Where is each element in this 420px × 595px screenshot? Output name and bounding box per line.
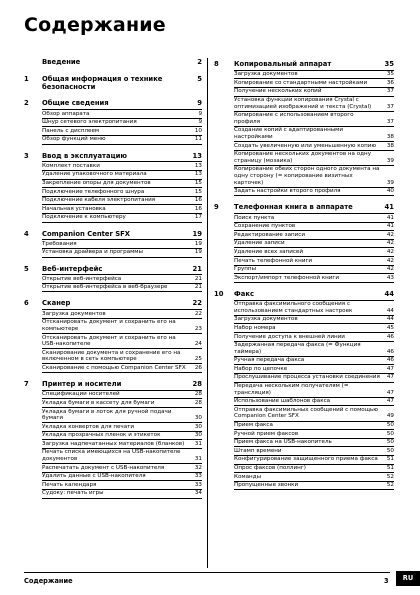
- entry-page: 42: [386, 240, 394, 247]
- entry-page: 52: [386, 473, 394, 480]
- entry-page: 19: [194, 240, 202, 247]
- entry-text: Поиск пункта: [234, 214, 275, 221]
- entry-page: 9: [198, 110, 202, 117]
- section-heading[interactable]: [214, 290, 394, 300]
- toc-entry[interactable]: [234, 88, 394, 97]
- entry-page: 19: [194, 249, 202, 256]
- entry-page: 49: [386, 413, 394, 420]
- toc-entry[interactable]: [234, 223, 394, 232]
- toc-section: [24, 75, 202, 93]
- toc-entry[interactable]: [42, 423, 202, 432]
- entry-page: 38: [386, 134, 394, 141]
- toc-entry[interactable]: [42, 171, 202, 180]
- entry-text: Группы: [234, 266, 257, 273]
- section-number: 10: [214, 289, 224, 298]
- entry-text: Распечатать документ с USB-накопителя: [42, 464, 165, 471]
- toc-entry[interactable]: [234, 112, 394, 127]
- entry-text: Загрузка документов: [42, 310, 106, 317]
- toc-left-column: [24, 58, 202, 506]
- entry-text: Создание копий с адаптированными настройками: [234, 127, 344, 141]
- entry-text: Набор по цепочке: [234, 365, 288, 372]
- entry-page: 44: [386, 316, 394, 323]
- toc-entry[interactable]: [234, 257, 394, 266]
- section-title: Общая информация о технике безопасности: [42, 74, 163, 91]
- entry-page: 42: [386, 231, 394, 238]
- toc-entry[interactable]: [42, 109, 202, 119]
- toc-section: [214, 290, 394, 490]
- entry-text: Подключение телефонного шнура: [42, 188, 145, 195]
- entry-text: Требования: [42, 240, 77, 247]
- language-badge: RU: [396, 571, 420, 586]
- entry-text: Обзор аппарата: [42, 110, 90, 117]
- toc-section: [24, 99, 202, 144]
- section-heading[interactable]: [24, 380, 202, 390]
- section-items: [42, 161, 202, 222]
- entry-text: Прием факса на USB-накопитель: [234, 439, 332, 446]
- toc-section: [24, 152, 202, 223]
- entry-page: 28: [194, 391, 202, 398]
- entry-page: 24: [194, 341, 202, 348]
- entry-text: Копирование обеих сторон одного документа на одну сторону (= копирование визитных карточек): [234, 166, 380, 186]
- entry-text: Копирование нескольких документов на одну страницу (мозаика): [234, 151, 372, 164]
- entry-page: 9: [198, 119, 202, 126]
- toc-entry[interactable]: [42, 274, 202, 284]
- entry-page: 15: [194, 188, 202, 195]
- toc-entry[interactable]: [234, 406, 394, 421]
- section-page: 22: [192, 299, 202, 308]
- entry-page: 13: [194, 171, 202, 178]
- toc-section: [214, 203, 394, 283]
- section-number: 2: [24, 99, 29, 108]
- footer-page-number: 3: [384, 577, 389, 585]
- entry-page: 44: [386, 307, 394, 314]
- toc-entry[interactable]: [42, 161, 202, 171]
- entry-page: 45: [386, 324, 394, 331]
- section-page: 28: [192, 380, 202, 389]
- section-heading[interactable]: [24, 299, 202, 309]
- column-divider: [207, 58, 208, 568]
- toc-entry[interactable]: [234, 365, 394, 374]
- toc-entry[interactable]: [234, 374, 394, 383]
- toc-entry[interactable]: [42, 119, 202, 128]
- entry-text: Команды: [234, 473, 261, 480]
- toc-entry[interactable]: [234, 300, 394, 316]
- section-title: Введение: [42, 58, 81, 66]
- entry-page: 47: [386, 389, 394, 396]
- section-number: 3: [24, 151, 29, 160]
- toc-entry[interactable]: [234, 430, 394, 439]
- toc-section: [24, 265, 202, 293]
- footer-rule: [24, 572, 390, 573]
- entry-text: Комплект поставки: [42, 162, 100, 169]
- toc-entry[interactable]: [234, 70, 394, 80]
- section-number: 7: [24, 380, 29, 389]
- toc-section: [214, 60, 394, 196]
- entry-page: 13: [194, 162, 202, 169]
- toc-entry[interactable]: [234, 248, 394, 257]
- entry-page: 32: [194, 464, 202, 471]
- entry-page: 50: [386, 439, 394, 446]
- section-title: Веб-интерфейс: [42, 264, 103, 273]
- toc-entry[interactable]: [234, 465, 394, 474]
- entry-page: 47: [386, 398, 394, 405]
- toc-entry[interactable]: [234, 482, 394, 491]
- toc-section: [24, 299, 202, 373]
- toc-entry[interactable]: [42, 408, 202, 423]
- entry-text: Удаление упаковочного материала: [42, 171, 147, 178]
- section-page: 44: [384, 289, 394, 298]
- entry-text: Получение доступа к внешней линии: [234, 333, 345, 340]
- toc-entry[interactable]: [42, 390, 202, 400]
- toc-entry[interactable]: [42, 309, 202, 319]
- toc-entry[interactable]: [42, 319, 202, 334]
- entry-text: Панель с дисплеем: [42, 127, 100, 134]
- toc-entry[interactable]: [234, 383, 394, 398]
- entry-text: Удалить данные с USB-накопителя: [42, 473, 146, 480]
- entry-text: Штамп времени: [234, 447, 282, 454]
- toc-entry[interactable]: [234, 240, 394, 249]
- toc-entry[interactable]: [234, 231, 394, 240]
- section-page: 35: [384, 60, 394, 68]
- entry-text: Удаление всех записей: [234, 248, 303, 255]
- toc-entry[interactable]: [42, 188, 202, 197]
- entry-text: Опрос факсов (поллинг): [234, 465, 306, 472]
- toc-entry[interactable]: [234, 142, 394, 151]
- entry-page: 17: [194, 214, 202, 221]
- entry-page: 52: [386, 482, 394, 489]
- entry-page: 41: [386, 214, 394, 221]
- toc-entry[interactable]: [234, 333, 394, 342]
- toc-entry[interactable]: [42, 464, 202, 473]
- entry-page: 43: [386, 274, 394, 281]
- entry-text: Задержанная передача факса (= Функция таймера): [234, 342, 361, 355]
- entry-text: Создать увеличенную или уменьшенную копию: [234, 142, 377, 149]
- toc-entry[interactable]: [234, 447, 394, 456]
- entry-text: Печать списка имеющихся на USB-накопителе документов: [42, 449, 181, 463]
- entry-page: 21: [194, 275, 202, 282]
- toc-entry[interactable]: [42, 473, 202, 482]
- entry-text: Задать настройки второго профиля: [234, 188, 341, 195]
- toc-entry[interactable]: [234, 324, 394, 333]
- entry-text: Копирование со стандартными настройками: [234, 79, 368, 86]
- section-page: 19: [192, 229, 202, 238]
- section-items: [42, 239, 202, 257]
- toc-entry[interactable]: [234, 79, 394, 88]
- entry-page: 38: [386, 142, 394, 149]
- toc-entry[interactable]: [234, 213, 394, 223]
- entry-page: 50: [386, 422, 394, 429]
- section-number: 9: [214, 203, 219, 212]
- toc-entry[interactable]: [42, 449, 202, 464]
- entry-text: Укладка бумаги в кассету для бумаги: [42, 399, 155, 406]
- toc-entry[interactable]: [234, 188, 394, 197]
- entry-page: 31: [194, 440, 202, 447]
- section-page: 13: [192, 151, 202, 160]
- entry-text: Подключение к компьютеру: [42, 214, 126, 221]
- toc-entry[interactable]: [42, 284, 202, 293]
- entry-text: Печать телефонной книги: [234, 257, 313, 264]
- section-title: Общие сведения: [42, 99, 109, 108]
- section-page: 21: [192, 264, 202, 273]
- toc-entry[interactable]: [234, 266, 394, 275]
- toc-entry[interactable]: [234, 439, 394, 448]
- entry-page: 39: [386, 179, 394, 186]
- toc-entry[interactable]: [42, 249, 202, 258]
- entry-text: Удаление записи: [234, 240, 285, 247]
- entry-page: 37: [386, 118, 394, 125]
- section-title: Факс: [234, 289, 254, 298]
- entry-page: 31: [194, 456, 202, 463]
- toc-entry[interactable]: [42, 481, 202, 490]
- entry-page: 46: [386, 348, 394, 355]
- entry-text: Установка драйвера и программы: [42, 249, 143, 256]
- toc-entry[interactable]: [42, 334, 202, 349]
- entry-text: Прослушивание процесса установки соединения: [234, 374, 380, 381]
- entry-page: 42: [386, 257, 394, 264]
- entry-page: 10: [194, 127, 202, 134]
- entry-page: 33: [194, 473, 202, 480]
- section-items: [42, 274, 202, 292]
- toc-entry[interactable]: [234, 422, 394, 431]
- section-heading[interactable]: [24, 230, 202, 240]
- section-page: 2: [197, 58, 202, 66]
- page-title: Содержание: [24, 14, 166, 36]
- entry-page: 15: [194, 180, 202, 187]
- entry-page: 30: [194, 415, 202, 422]
- entry-text: Загрузка документов: [234, 71, 298, 78]
- entry-text: Редактирование записи: [234, 231, 305, 238]
- toc-entry[interactable]: [42, 205, 202, 214]
- entry-page: 33: [194, 481, 202, 488]
- entry-text: Ручной прием факсов: [234, 430, 299, 437]
- entry-page: 37: [386, 88, 394, 95]
- toc-entry[interactable]: [42, 399, 202, 408]
- entry-page: 37: [386, 103, 394, 110]
- entry-page: 16: [194, 197, 202, 204]
- toc-entry[interactable]: [42, 197, 202, 206]
- entry-text: Сканирование с помощью Companion Center SFX: [42, 364, 186, 371]
- entry-text: Копирование с использованием второго профиля: [234, 112, 354, 125]
- toc-entry[interactable]: [42, 432, 202, 441]
- toc-entry[interactable]: [42, 214, 202, 223]
- entry-page: 21: [194, 284, 202, 291]
- toc-entry[interactable]: [234, 398, 394, 407]
- toc-right-column: [214, 60, 394, 497]
- entry-text: Отсканировать документ и сохранить его на USB-накопителе: [42, 334, 176, 348]
- toc-entry[interactable]: [42, 239, 202, 249]
- entry-page: 11: [194, 136, 202, 143]
- section-items: [234, 70, 394, 197]
- section-heading[interactable]: [24, 75, 202, 93]
- entry-text: Загрузка документов: [234, 316, 298, 323]
- entry-page: 47: [386, 374, 394, 381]
- entry-text: Печать календаря: [42, 481, 97, 488]
- section-page: 41: [384, 203, 394, 212]
- section-title: Копировальный аппарат: [234, 60, 332, 68]
- entry-page: 26: [194, 364, 202, 371]
- section-heading[interactable]: [24, 58, 202, 68]
- entry-page: 35: [386, 71, 394, 78]
- entry-text: Обзор функций меню: [42, 136, 106, 143]
- section-number: 6: [24, 299, 29, 308]
- section-page: 9: [197, 99, 202, 108]
- section-title: Companion Center SFX: [42, 229, 131, 238]
- entry-text: Укладка прозрачных пленок и этикеток: [42, 432, 161, 439]
- section-number: 1: [24, 74, 29, 83]
- entry-page: 23: [194, 325, 202, 332]
- section-number: 5: [24, 264, 29, 273]
- toc-entry[interactable]: [234, 97, 394, 112]
- entry-text: Сканирование документа и сохранение его на включенном в сеть компьютере: [42, 349, 181, 363]
- toc-entry[interactable]: [42, 349, 202, 364]
- entry-text: Использование шаблонов факса: [234, 398, 331, 405]
- entry-text: Установка функции копирования Crystal с оптимизацией изображений и текста (Crystal): [234, 97, 372, 110]
- section-items: [42, 309, 202, 373]
- entry-text: Укладка бумаги в лоток для ручной подачи бумаги: [42, 408, 172, 422]
- section-heading[interactable]: [214, 203, 394, 213]
- entry-text: Открытие веб-интерфейса в веб-браузере: [42, 284, 168, 291]
- entry-text: Конфигурирование защищенного приема факса: [234, 456, 378, 463]
- entry-page: 36: [386, 79, 394, 86]
- entry-page: 16: [194, 205, 202, 212]
- entry-page: 51: [386, 456, 394, 463]
- toc-entry[interactable]: [42, 127, 202, 136]
- footer-label: Содержание: [24, 577, 73, 585]
- section-title: Ввод в эксплуатацию: [42, 151, 127, 160]
- toc-entry[interactable]: [234, 151, 394, 166]
- toc-entry[interactable]: [234, 357, 394, 366]
- toc-entry[interactable]: [234, 274, 394, 283]
- section-number: 8: [214, 60, 219, 68]
- entry-text: Подключение кабеля электропитания: [42, 197, 156, 204]
- entry-page: 22: [194, 310, 202, 317]
- entry-text: Загрузка надпечатанных материалов (бланков): [42, 440, 185, 447]
- entry-page: 39: [386, 157, 394, 164]
- entry-text: Шнур сетевого электропитания: [42, 119, 137, 126]
- entry-text: Экспорт/импорт телефонной книги: [234, 274, 339, 281]
- entry-page: 28: [194, 399, 202, 406]
- entry-page: 47: [386, 365, 394, 372]
- entry-page: 40: [386, 188, 394, 195]
- toc-section: [24, 230, 202, 258]
- section-items: [234, 300, 394, 491]
- section-items: [234, 213, 394, 283]
- section-heading[interactable]: [24, 152, 202, 162]
- entry-text: Прием факса: [234, 422, 273, 429]
- entry-page: 42: [386, 266, 394, 273]
- entry-text: Судоку: печать игры: [42, 490, 104, 497]
- section-title: Телефонная книга в аппарате: [234, 203, 353, 212]
- entry-text: Сохранение пунктов: [234, 223, 296, 230]
- entry-text: Открытие веб-интерфейса: [42, 275, 122, 282]
- entry-page: 46: [386, 357, 394, 364]
- entry-text: Отсканировать документ и сохранить его на компьютере: [42, 319, 176, 332]
- toc-entry[interactable]: [42, 490, 202, 499]
- section-page: 5: [197, 74, 202, 83]
- entry-text: Пропущенные звонки: [234, 482, 299, 489]
- entry-text: Укладка конвертов для печати: [42, 423, 135, 430]
- section-heading[interactable]: [24, 265, 202, 275]
- entry-page: 25: [194, 356, 202, 363]
- section-title: Сканер: [42, 299, 71, 308]
- section-title: Принтер и носители: [42, 380, 122, 389]
- entry-page: 46: [386, 333, 394, 340]
- section-items: [42, 109, 202, 144]
- entry-page: 42: [386, 248, 394, 255]
- section-heading[interactable]: [214, 60, 394, 70]
- toc-section: [24, 380, 202, 499]
- entry-text: Закрепление опоры для документов: [42, 180, 151, 187]
- entry-text: Набор номера: [234, 324, 276, 331]
- section-heading[interactable]: [24, 99, 202, 109]
- toc-entry[interactable]: [42, 136, 202, 145]
- toc-entry[interactable]: [234, 456, 394, 465]
- entry-page: 51: [386, 465, 394, 472]
- entry-text: Ручная передача факса: [234, 357, 305, 364]
- entry-page: 41: [386, 223, 394, 230]
- toc-entry[interactable]: [42, 180, 202, 189]
- entry-page: 50: [386, 430, 394, 437]
- entry-text: Начальная установка: [42, 205, 106, 212]
- entry-text: Отправка факсимильных сообщений с помощью Companion Center SFX: [234, 406, 379, 420]
- entry-text: Спецификации носителей: [42, 391, 120, 398]
- toc-entry[interactable]: [234, 166, 394, 188]
- toc-entry[interactable]: [42, 364, 202, 373]
- entry-text: Передача нескольким получателям (= трансляция): [234, 383, 349, 396]
- toc-entry[interactable]: [42, 440, 202, 449]
- entry-page: 50: [386, 447, 394, 454]
- entry-text: Получение нескольких копий: [234, 88, 322, 95]
- toc-entry[interactable]: [234, 473, 394, 482]
- section-items: [42, 390, 202, 499]
- entry-text: Отправка факсимильного сообщения с использованием стандартных настроек: [234, 301, 353, 314]
- section-number: 4: [24, 229, 29, 238]
- toc-entry[interactable]: [234, 127, 394, 142]
- toc-entry[interactable]: [234, 342, 394, 357]
- entry-page: 34: [194, 490, 202, 497]
- entry-page: 30: [194, 423, 202, 430]
- toc-section: [24, 58, 202, 68]
- entry-page: 30: [194, 432, 202, 439]
- toc-entry[interactable]: [234, 316, 394, 325]
